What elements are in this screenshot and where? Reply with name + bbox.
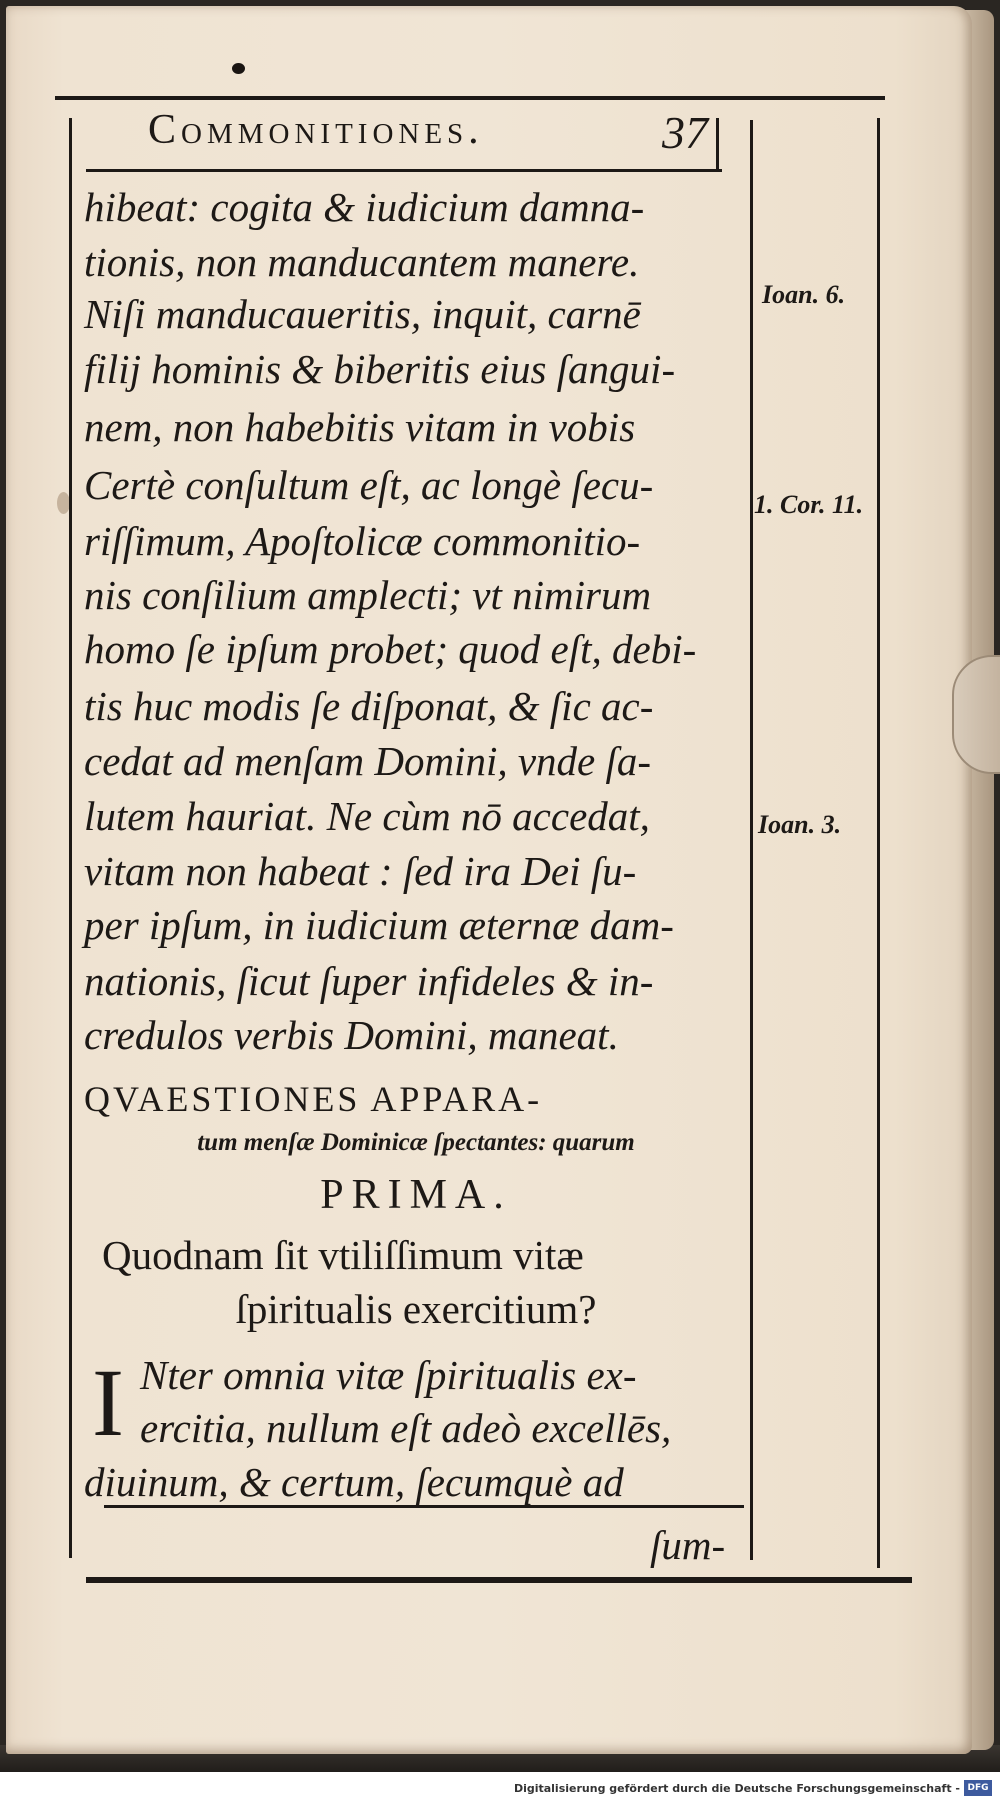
text-bottom-rule bbox=[104, 1505, 744, 1508]
section-subheading: tum menſæ Dominicæ ſpectantes: quarum bbox=[197, 1129, 635, 1156]
answer-line: diuinum, & certum, ſecumquè ad bbox=[84, 1459, 624, 1505]
header-underline-rule bbox=[86, 169, 722, 172]
page-tab-marker bbox=[952, 655, 1000, 774]
catchword: ſum- bbox=[650, 1522, 726, 1568]
body-line: nis conſilium amplecti; vt nimirum bbox=[84, 572, 652, 618]
body-line: homo ſe ipſum probet; quod eſt, debi- bbox=[84, 626, 697, 672]
body-line: nem, non habebitis vitam in vobis bbox=[84, 404, 636, 450]
body-line: credulos verbis Domini, maneat. bbox=[84, 1012, 619, 1058]
body-line: lutem hauriat. Ne cùm nō accedat, bbox=[84, 793, 650, 839]
margin-note: 1. Cor. 11. bbox=[754, 490, 864, 519]
margin-frame-rule bbox=[877, 118, 880, 1568]
right-frame-rule bbox=[750, 120, 753, 1560]
answer-line: Nter omnia vitæ ſpiritualis ex- bbox=[140, 1352, 637, 1398]
margin-note: Ioan. 6. bbox=[762, 280, 846, 309]
left-frame-rule bbox=[69, 118, 72, 1558]
answer-line: ercitia, nullum eſt adeò excellēs, bbox=[140, 1405, 672, 1451]
body-line: vitam non habeat : ſed ira Dei ſu- bbox=[84, 848, 637, 894]
dfg-logo: DFG bbox=[964, 1780, 992, 1796]
body-line: riſſimum, Apoſtolicæ commonitio- bbox=[84, 518, 641, 564]
bottom-rule bbox=[86, 1577, 912, 1583]
body-line: filij hominis & biberitis eius ſangui- bbox=[84, 346, 676, 392]
digitization-credit: Digitalisierung gefördert durch die Deutsche Forschungsgemeinschaft - bbox=[513, 1782, 960, 1795]
body-line: nationis, ſicut ſuper infideles & in- bbox=[84, 958, 654, 1004]
page-number: 37 bbox=[662, 107, 708, 158]
body-line: Niſi manducaueritis, inquit, carnē bbox=[84, 291, 641, 337]
body-line: tionis, non manducantem manere. bbox=[84, 239, 640, 285]
body-line: hibeat: cogita & iudicium damna- bbox=[84, 184, 645, 230]
question-line: ſpiritualis exercitium? bbox=[235, 1286, 597, 1332]
running-head: Commonitiones. bbox=[148, 107, 484, 153]
body-line: cedat ad menſam Domini, vnde ſa- bbox=[84, 738, 652, 784]
ink-dot bbox=[232, 63, 245, 74]
top-rule bbox=[55, 96, 885, 100]
drop-cap: I bbox=[92, 1349, 124, 1456]
section-ordinal: PRIMA. bbox=[320, 1172, 512, 1218]
body-line: per ipſum, in iudicium æternæ dam- bbox=[84, 902, 674, 948]
section-heading: QVAESTIONES APPARA- bbox=[84, 1079, 543, 1119]
question-line: Quodnam ſit vtiliſſimum vitæ bbox=[102, 1232, 584, 1278]
header-right-rule bbox=[716, 118, 719, 170]
body-line: tis huc modis ſe diſponat, & ſic ac- bbox=[84, 683, 654, 729]
body-line: Certè conſultum eſt, ac longè ſecu- bbox=[84, 462, 654, 508]
margin-note: Ioan. 3. bbox=[758, 810, 842, 839]
